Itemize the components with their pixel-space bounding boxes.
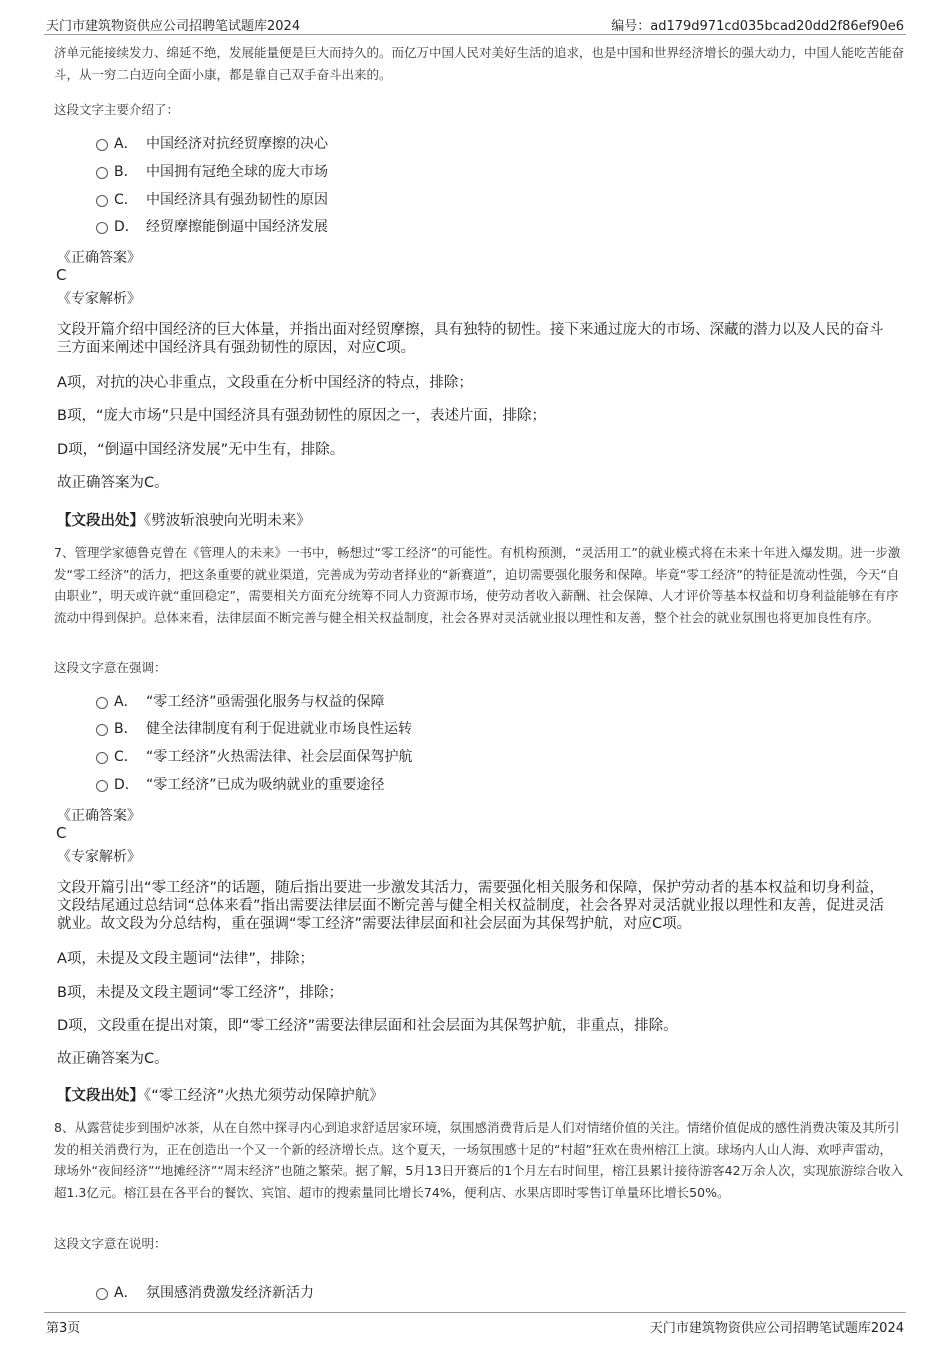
radio-icon[interactable] (96, 1288, 108, 1300)
radio-icon[interactable] (96, 752, 108, 764)
radio-icon[interactable] (96, 139, 108, 151)
q7-analysis-label: 《专家解析》 (57, 849, 141, 865)
q6-option-b[interactable] (96, 162, 328, 182)
header-code-value: ad179d971cd035bcad20dd2f86ef90e6 (650, 19, 904, 34)
option-text: 经贸摩擦能倒逼中国经济发展 (146, 219, 328, 235)
q7-analysis-3: B项，未提及文段主题词“零工经济”，排除； (57, 985, 343, 1001)
q8-passage: 8、从露营徒步到围炉冰茶，从在自然中探寻内心到追求舒适居家环境，氛围感消费背后是人们对情绪价值的关注。情绪价值促成的感性消费决策及其所引发的相关消费行为，正在创造出一个又一个新的经济增长点。这个夏天，一场氛围感十足的“村超”狂欢在贵州榕江上演。球场内人山人海、欢呼声雷动，球场外“夜间经济”“地摊经济”“周末经济”也随之繁荣。据了解，5月13日开赛后的1个月左右时间里，榕江县累计接待游客42万余人次，实现旅游综合收入超1.3亿元。榕江县在各平台的餐饮、宾馆、超市的搜索量同比增长74%，便利店、水果店即时零售订单量环比增长50%。 (54, 1120, 904, 1200)
q7-option-d[interactable] (96, 775, 385, 795)
q7-source (57, 1084, 384, 1105)
q7-analysis-5: 故正确答案为C。 (57, 1051, 169, 1067)
radio-icon[interactable] (96, 780, 108, 792)
q6-option-c[interactable] (96, 190, 328, 210)
q8-prompt: 这段文字意在说明： (54, 1236, 167, 1251)
q6-analysis-1: 文段开篇介绍中国经济的巨大体量，并指出面对经贸摩擦，具有独特的韧性。接下来通过庞大的市场、深藏的潜力以及人民的奋斗三方面来阐述中国经济具有强劲韧性的原因，对应C项。 (57, 322, 884, 356)
page-number: 第3页 (46, 1321, 81, 1336)
option-text: “零工经济”已成为吸纳就业的重要途径 (146, 777, 385, 793)
q6-analysis-4: D项，“倒逼中国经济发展”无中生有，排除。 (57, 442, 345, 458)
q7-prompt: 这段文字意在强调： (54, 660, 167, 675)
radio-icon[interactable] (96, 195, 108, 207)
radio-icon[interactable] (96, 697, 108, 709)
option-letter: A． (114, 694, 138, 710)
q7-analysis-4: D项，文段重在提出对策，即“零工经济”需要法律层面和社会层面为其保驾护航，非重点，排除。 (57, 1018, 678, 1034)
q7-option-c[interactable] (96, 747, 413, 767)
source-label: 【文段出处】 (57, 1088, 144, 1104)
page-header (44, 12, 906, 35)
header-title: 天门市建筑物资供应公司招聘笔试题库2024 (46, 19, 301, 34)
q6-prompt: 这段文字主要介绍了： (54, 102, 180, 117)
radio-icon[interactable] (96, 167, 108, 179)
q6-source (57, 509, 311, 530)
option-letter: D． (114, 219, 139, 235)
radio-icon[interactable] (96, 222, 108, 234)
q6-analysis-3: B项，“庞大市场”只是中国经济具有强劲韧性的原因之一，表述片面，排除； (57, 408, 546, 424)
option-text: 中国拥有冠绝全球的庞大市场 (146, 164, 328, 180)
option-letter: C． (114, 749, 138, 765)
option-letter: C． (114, 192, 138, 208)
q7-answer-label: 《正确答案》 (57, 808, 141, 824)
option-letter: A． (114, 1285, 138, 1301)
q6-option-a[interactable] (96, 134, 328, 154)
q6-answer-label: 《正确答案》 (57, 250, 141, 266)
option-text: 健全法律制度有利于促进就业市场良性运转 (146, 721, 412, 737)
source-title: 《“零工经济”火热尤须劳动保障护航》 (144, 1088, 384, 1104)
q8-option-a[interactable] (96, 1283, 314, 1303)
option-text: 中国经济具有强劲韧性的原因 (146, 192, 328, 208)
header-code (611, 15, 904, 34)
radio-icon[interactable] (96, 724, 108, 736)
page-footer (44, 1312, 906, 1339)
option-text: “零工经济”亟需强化服务与权益的保障 (146, 694, 385, 710)
option-letter: B． (114, 721, 138, 737)
q7-answer: C (56, 824, 67, 842)
option-letter: B． (114, 164, 138, 180)
option-text: 中国经济对抗经贸摩擦的决心 (146, 136, 328, 152)
header-code-label: 编号： (611, 19, 651, 34)
q7-analysis-2: A项，未提及文段主题词“法律”，排除； (57, 951, 314, 967)
q7-analysis-1: 文段开篇引出“零工经济”的话题，随后指出要进一步激发其活力，需要强化相关服务和保障，保护劳动者的基本权益和切身利益，文段结尾通过总结词“总体来看”指出需要法律层面不断完善与健全相关权益制度，社会各界对灵活就业报以理性和友善，促进灵活就业。故文段为分总结构，重在强调“零工经济”需要法律层面和社会层面为其保驾护航，对应C项。 (57, 880, 885, 932)
q6-analysis-2: A项，对抗的决心非重点，文段重在分析中国经济的特点，排除； (57, 375, 473, 391)
footer-title: 天门市建筑物资供应公司招聘笔试题库2024 (649, 1321, 904, 1336)
q7-option-b[interactable] (96, 719, 412, 739)
q7-passage: 7、管理学家德鲁克曾在《管理人的未来》一书中，畅想过“零工经济”的可能性。有机构预测，“灵活用工”的就业模式将在未来十年进入爆发期。进一步激发“零工经济”的活力，把这条重要的就业渠道，完善成为劳动者择业的“新赛道”，迫切需要强化服务和保障。毕竟“零工经济”的特征是流动性强，今天“自由职业”，明天或许就“重回稳定”，需要相关方面充分统筹不同人力资源市场，使劳动者收入薪酬、社会保障、人才评价等基本权益和切身利益能够在有序流动中得到保护。总体来看，法律层面不断完善与健全相关权益制度，社会各界对灵活就业报以理性和友善，整个社会的就业氛围也将更加良性有序。 (54, 545, 901, 625)
option-letter: A． (114, 136, 138, 152)
option-letter: D． (114, 777, 139, 793)
q7-option-a[interactable] (96, 692, 385, 712)
option-text: 氛围感消费激发经济新活力 (146, 1285, 314, 1301)
source-title: 《劈波斩浪驶向光明未来》 (144, 513, 311, 529)
q6-analysis-label: 《专家解析》 (57, 291, 141, 307)
q6-passage: 济单元能接续发力、绵延不绝，发展能量便是巨大而持久的。而亿万中国人民对美好生活的追求，也是中国和世界经济增长的强大动力，中国人能吃苦能奋斗，从一穷二白迈向全面小康，都是靠自己双手奋斗出来的。 (54, 45, 905, 82)
q6-option-d[interactable] (96, 217, 328, 237)
q6-analysis-5: 故正确答案为C。 (57, 475, 169, 491)
source-label: 【文段出处】 (57, 513, 144, 529)
q6-answer: C (56, 266, 67, 284)
option-text: “零工经济”火热需法律、社会层面保驾护航 (146, 749, 413, 765)
